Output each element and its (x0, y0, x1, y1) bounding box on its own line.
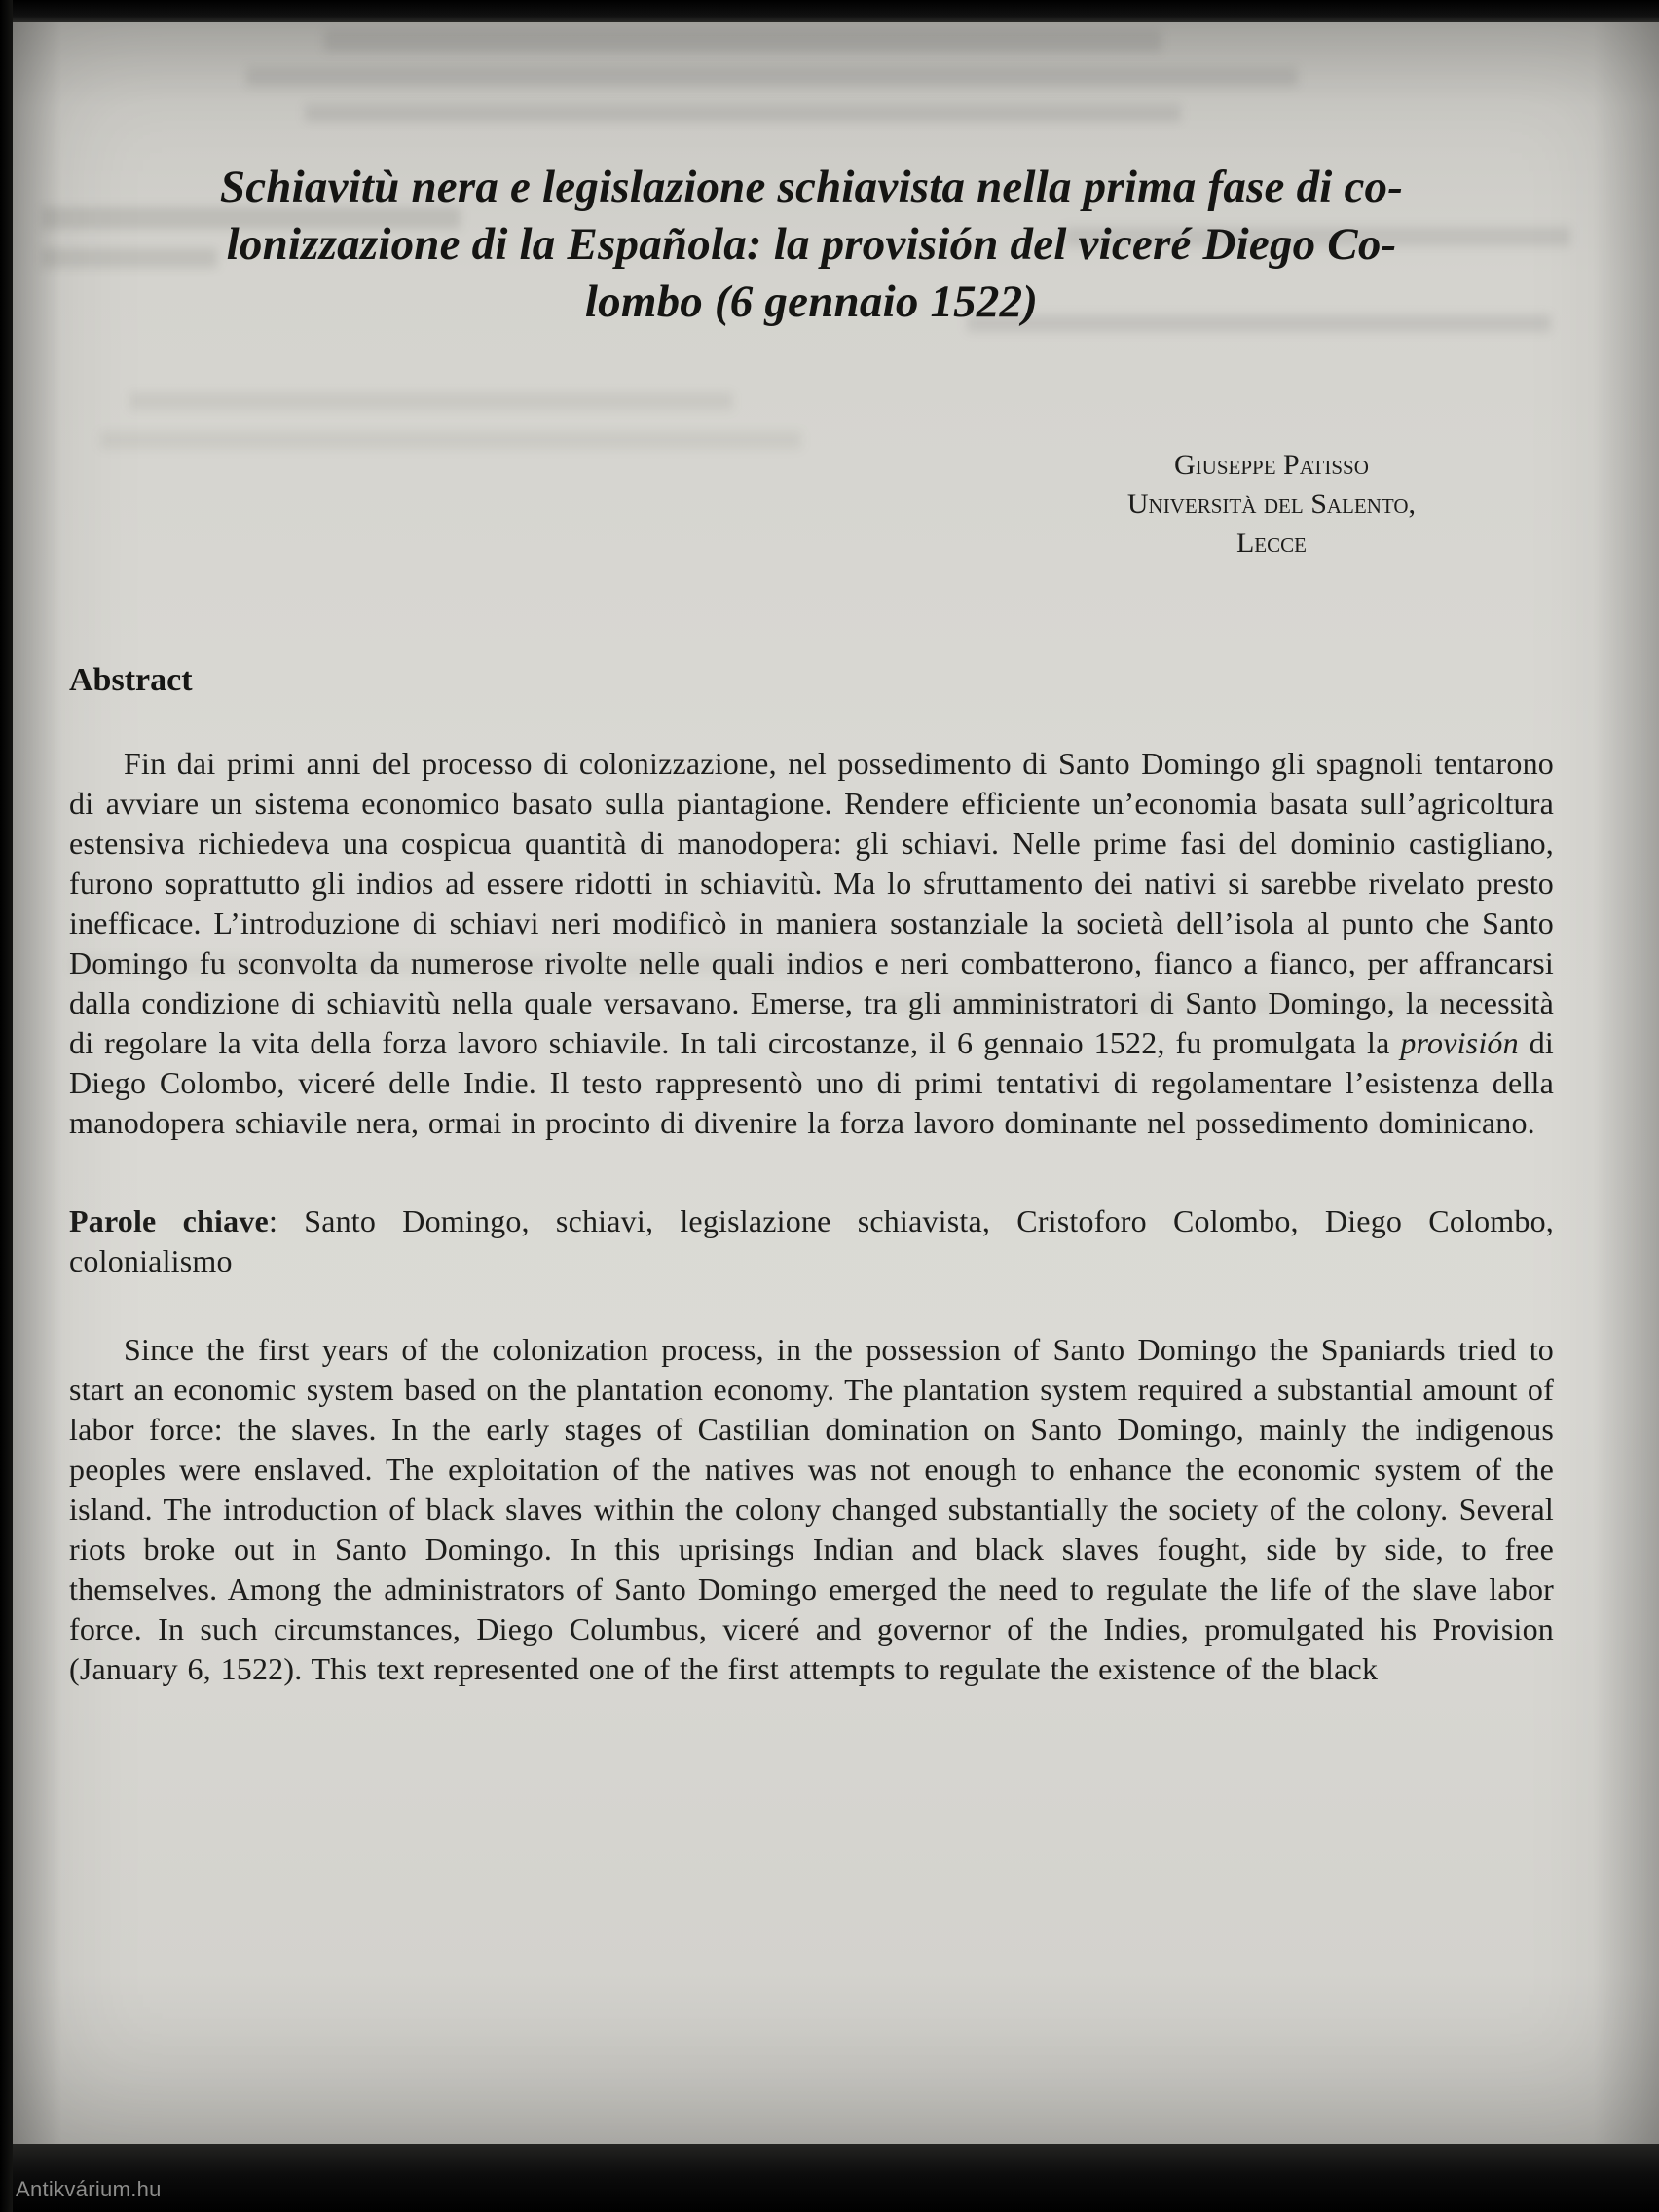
article-title-line: lombo (6 gennaio 1522) (584, 276, 1039, 327)
paper-page (13, 22, 1659, 2144)
author-name: Giuseppe Patisso (1174, 449, 1369, 481)
article-title-line: Schiavitù nera e legislazione schiavista nella prima fase di co- (219, 162, 1404, 212)
abstract-italian: Fin dai primi anni del processo di colonizzazione, nel possedimento di Santo Domingo gli spagnoli tentarono di avviare un sistema economico basato sulla piantagione. Rendere efficiente un’economia basata sull’agricoltura estensiva richiedeva una cospicua quantità di manodopera: gli schiavi. Nelle prime fasi del dominio castigliano, furono soprattutto gli indios ad essere ridotti in schiavitù. Ma lo sfruttamento dei nativi si sarebbe rivelato presto inefficace. L’introduzione di schiavi neri modificò in maniera sostanziale la società dell’isola al punto che Santo Domingo fu sconvolta da numerose rivolte nelle quali indios e neri combatterono, fianco a fianco, per affrancarsi dalla condizione di schiavitù nella quale versavano. Emerse, tra gli amministratori di Santo Domingo, la necessità di regolare la vita della forza lavoro schiavile. In tali circostanze, il 6 gennaio 1522, fu promulgata la provisión di Diego Colombo, viceré delle Indie. Il testo rappresentò uno di primi tentativi di regolamentare l’esistenza della manodopera schiavile nera, ormai in procinto di divenire la forza lavoro dominante nel possedimento dominicano. (69, 746, 1554, 1140)
author-affiliation: Università del Salento, (1126, 488, 1416, 520)
keywords-line: Parole chiave: Santo Domingo, schiavi, legislazione schiavista, Cristoforo Colombo, Diego Colombo, colonialismo (69, 1203, 1554, 1278)
bleedthrough-ghost (246, 67, 1298, 87)
page-content (13, 159, 1659, 1689)
photo-border-top (0, 0, 1659, 22)
photo-border-bottom (0, 2144, 1659, 2212)
watermark: Antikvárium.hu (16, 2177, 162, 2201)
abstract-heading: Abstract (69, 662, 193, 698)
author-affiliation-city: Lecce (1235, 527, 1307, 559)
article-title-line: lonizzazione di la Española: la provisión del viceré Diego Co- (226, 219, 1397, 270)
photo-border-left (0, 0, 13, 2212)
abstract-english: Since the first years of the colonization process, in the possession of Santo Domingo the Spaniards tried to start an economic system based on the plantation economy. The plantation system required a substantial amount of labor force: the slaves. In the early stages of Castilian domination on Santo Domingo, mainly the indigenous peoples were enslaved. The exploitation of the natives was not enough to enhance the economic system of the island. The introduction of black slaves within the colony changed substantially the society of the colony. Several riots broke out in Santo Domingo. In this uprisings Indian and black slaves fought, side by side, to free themselves. Among the administrators of Santo Domingo emerged the need to regulate the life of the slave labor force. In such circumstances, Diego Columbus, viceré and governor of the Indies, promulgated his Provision (January 6, 1522). This text represented one of the first attempts to regulate the existence of the black (69, 1332, 1554, 1686)
bleedthrough-ghost (324, 30, 1161, 52)
bleedthrough-ghost (305, 104, 1181, 122)
author-block (1127, 446, 1416, 563)
article-title (69, 159, 1554, 331)
